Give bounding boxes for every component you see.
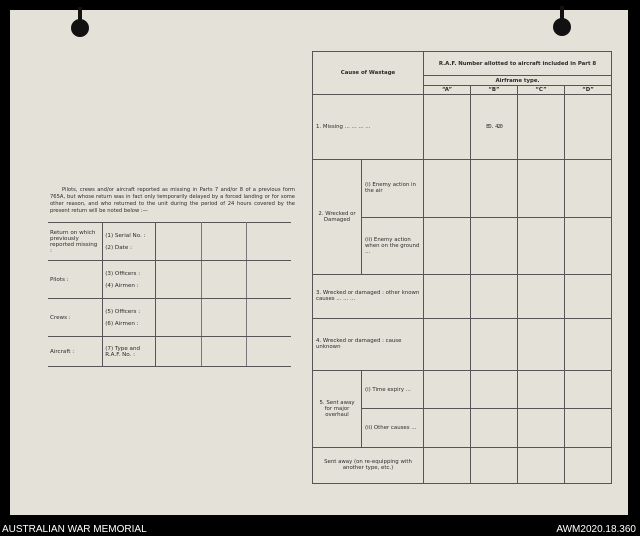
value-cell <box>246 261 291 299</box>
value-cell <box>518 371 565 409</box>
sent-away-label: Sent away for major overhaul <box>324 399 355 418</box>
value-cell <box>518 409 565 447</box>
value-cell <box>424 159 471 217</box>
sent-away-number: 5. <box>319 399 325 406</box>
enemy-air-label: (i) Enemy action in the air <box>362 159 424 217</box>
serial-label: (1) Serial No. : <box>105 232 146 239</box>
value-cell <box>518 95 565 159</box>
return-label: Return on which previously reported missing : <box>48 223 103 261</box>
footer-credit: AUSTRALIAN WAR MEMORIAL <box>2 524 147 535</box>
re-equipping-label: Sent away (on re-equipping with another type, etc.) <box>313 447 424 483</box>
value-cell <box>246 337 291 367</box>
value-cell <box>246 223 291 261</box>
wrecked-number: 2. <box>318 210 324 217</box>
col-d-header: “D” <box>565 86 612 95</box>
punch-hole-left <box>71 19 89 37</box>
missing-returned-note: Pilots, crews and/or aircraft reported as missing in Parts 7 and/or 8 of a previous form 765A, but whose return was in fact only temporarily delayed by a forced landing or for some other reason, and who returned to the unit during the period of 24 hours covered by the present return will be noted below :— <box>50 187 295 214</box>
time-expiry-label: (i) Time expiry ... <box>362 371 424 409</box>
value-cell <box>424 274 471 318</box>
value-cell <box>565 274 612 318</box>
value-cell <box>424 409 471 447</box>
value-cell <box>565 371 612 409</box>
value-cell <box>518 159 565 217</box>
value-cell <box>424 318 471 370</box>
value-cell <box>201 223 246 261</box>
col-a-header: “A” <box>424 86 471 95</box>
type-raf-label: (7) Type and R.A.F. No. : <box>103 337 156 367</box>
date-label: (2) Date : <box>105 244 132 251</box>
punch-hole-right <box>553 18 571 36</box>
other-causes-label: (ii) Other causes ... <box>362 409 424 447</box>
returned-personnel-table <box>48 222 291 367</box>
missing-row-label: 1. Missing ... ... ... ... <box>313 95 424 159</box>
value-cell <box>565 95 612 159</box>
crews-label: Crews : <box>48 299 103 337</box>
pilots-label: Pilots : <box>48 261 103 299</box>
officers-label: (3) Officers : <box>105 270 141 277</box>
crews-rank-cell <box>103 299 156 337</box>
value-cell <box>471 371 518 409</box>
value-cell <box>565 159 612 217</box>
value-cell <box>156 299 201 337</box>
wrecked-group <box>313 159 362 274</box>
value-cell <box>201 299 246 337</box>
value-cell <box>471 318 518 370</box>
aircraft-label: Aircraft : <box>48 337 103 367</box>
airframe-type-header: Airframe type. <box>424 76 612 86</box>
col-b-header: “B” <box>471 86 518 95</box>
value-cell <box>565 447 612 483</box>
col-c-header: “C” <box>518 86 565 95</box>
value-cell <box>424 447 471 483</box>
airmen-label: (6) Airmen : <box>105 320 139 327</box>
wrecked-label: Wrecked or Damaged <box>323 210 356 223</box>
value-cell <box>424 371 471 409</box>
wastage-table <box>312 51 612 484</box>
value-cell <box>471 218 518 274</box>
serial-date-cell <box>103 223 156 261</box>
value-cell <box>565 409 612 447</box>
value-cell <box>471 274 518 318</box>
footer-accession-number: AWM2020.18.360 <box>556 524 636 535</box>
value-cell <box>565 318 612 370</box>
value-cell <box>518 218 565 274</box>
value-cell <box>424 95 471 159</box>
value-cell <box>424 218 471 274</box>
raf-number-header: R.A.F. Number allotted to aircraft included in Part 8 <box>424 52 612 76</box>
value-cell <box>471 409 518 447</box>
value-cell <box>201 337 246 367</box>
other-known-label: 3. Wrecked or damaged : other known causes ... ... ... <box>313 274 424 318</box>
pilots-rank-cell <box>103 261 156 299</box>
value-cell <box>565 218 612 274</box>
value-cell <box>518 318 565 370</box>
value-cell <box>471 159 518 217</box>
sent-away-group <box>313 371 362 448</box>
value-cell <box>156 261 201 299</box>
cause-unknown-label: 4. Wrecked or damaged : cause unknown <box>313 318 424 370</box>
value-cell <box>518 447 565 483</box>
value-cell <box>246 299 291 337</box>
airmen-label: (4) Airmen : <box>105 282 139 289</box>
officers-label: (5) Officers : <box>105 308 141 315</box>
enemy-ground-label: (ii) Enemy action when on the ground ... <box>362 218 424 274</box>
value-cell <box>201 261 246 299</box>
value-cell <box>156 223 201 261</box>
cause-header: Cause of Wastage <box>313 52 424 95</box>
value-cell <box>156 337 201 367</box>
value-cell <box>471 447 518 483</box>
value-cell <box>518 274 565 318</box>
missing-b-value: ED. 420 <box>471 95 518 159</box>
